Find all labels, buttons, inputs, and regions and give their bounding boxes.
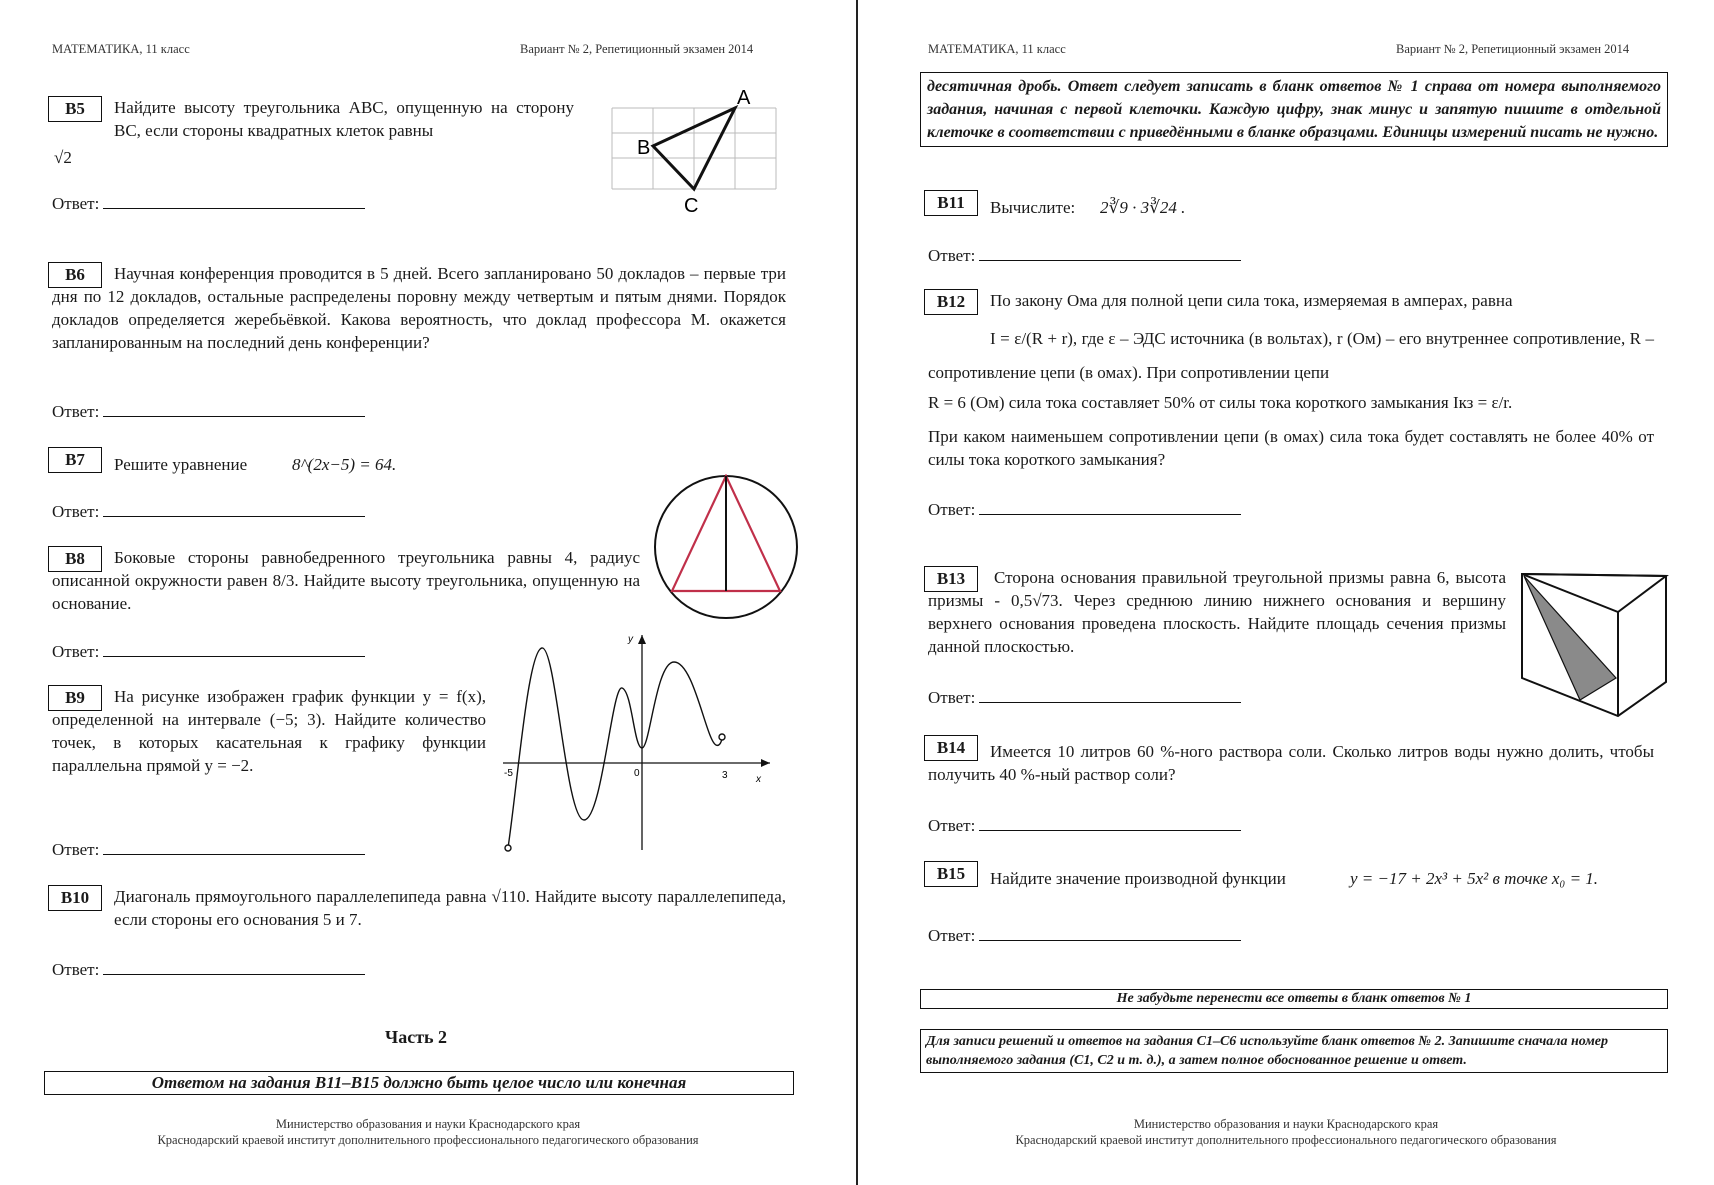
- answer-b6[interactable]: [52, 400, 365, 422]
- footer-institute: Краснодарский краевой институт дополнительного профессионального педагогического образования: [157, 1133, 699, 1147]
- task-number-b12: B12: [924, 289, 978, 315]
- task-b13-text: Сторона основания правильной треугольной призмы равна 6, высота призмы - 0,5√73. Через среднюю линию нижнего основания и вершину верхнего основания проведена плоскость. Найдите площадь сечения призмы данной плоскостью.: [928, 568, 1506, 656]
- answer-line[interactable]: [979, 498, 1241, 515]
- task-b11-text: Вычислите:: [990, 198, 1076, 217]
- answer-b7[interactable]: [52, 500, 365, 522]
- task-b8-text: Боковые стороны равнобедренного треугольника равны 4, радиус описанной окружности равен 8/3. Найдите высоту треугольника, опущенную на основание.: [52, 548, 640, 613]
- graph-x-label: x: [756, 774, 761, 785]
- answer-line[interactable]: [979, 814, 1241, 831]
- task-number-b13: B13: [924, 566, 978, 592]
- answer-label: Ответ:: [52, 402, 100, 421]
- graph-tick-0: 0: [634, 768, 640, 779]
- answer-b14[interactable]: [928, 814, 1241, 836]
- task-b12-text1: По закону Ома для полной цепи сила тока, измеряемая в амперах, равна: [990, 291, 1513, 310]
- b9-function-graph: [498, 630, 778, 855]
- task-number-b14: B14: [924, 735, 978, 761]
- answer-label: Ответ:: [928, 688, 976, 707]
- task-b12-text4: При каком наименьшем сопротивлении цепи (в омах) сила тока будет составлять не более 40% от силы тока короткого замыкания?: [928, 427, 1654, 469]
- graph-tick-neg5: -5: [504, 768, 513, 779]
- b5-label-c: C: [684, 195, 699, 215]
- task-b15-formula: y = −17 + 2x³ + 5x² в точке x₀ = 1.: [1350, 869, 1599, 888]
- final-notice: Для записи решений и ответов на задания С1–С6 используйте бланк ответов № 2. Запишите сначала номер выполняемого задания (С1, С2 и т. д.), а затем полное обоснованное решение и ответ.: [920, 1029, 1668, 1073]
- answer-b13[interactable]: [928, 686, 1241, 708]
- task-b5-text: Найдите высоту треугольника ABC, опущенную на сторону BC, если стороны квадратных клеток равны: [114, 98, 574, 140]
- task-b9-text: На рисунке изображен график функции y = f(x), определенной на интервале (−5; 3). Найдите количество точек, в которых касательная к графику функции параллельна прямой y = −2.: [52, 687, 486, 775]
- answer-line[interactable]: [103, 192, 365, 209]
- left-page: [0, 0, 856, 1185]
- footer-ministry: Министерство образования и науки Краснодарского края: [1133, 1117, 1439, 1131]
- task-number-b6: B6: [48, 262, 102, 288]
- task-b12-text2: I = ε/(R + r), где ε – ЭДС источника (в вольтах), r (Ом) – его внутреннее сопротивление, R – сопротивление цепи (в омах). При сопротивлении цепи: [928, 329, 1654, 382]
- answer-line[interactable]: [103, 838, 365, 855]
- answer-b10[interactable]: [52, 958, 365, 980]
- header-variant: Вариант № 2, Репетиционный экзамен 2014: [1396, 42, 1630, 56]
- task-b11-formula: 2∛9 · 3∛24 .: [1100, 198, 1186, 217]
- header-subject: МАТЕМАТИКА, 11 класс: [52, 42, 190, 56]
- answer-b12[interactable]: [928, 498, 1241, 520]
- answer-line[interactable]: [979, 686, 1241, 703]
- task-number-b10: B10: [48, 885, 102, 911]
- task-b5-sqrt: √2: [54, 148, 72, 167]
- task-b6-text: Научная конференция проводится в 5 дней. Всего запланировано 50 докладов – первые три дня по 12 докладов, остальные распределены поровну между четвертым и пятым днями. Порядок докладов определяется жеребьёвкой. Какова вероятность, что доклад профессора М. окажется запланированным на последний день конференции?: [52, 264, 786, 352]
- answer-b5[interactable]: [52, 192, 365, 214]
- part2-notice: Ответом на задания B11–B15 должно быть целое число или конечная: [44, 1071, 794, 1095]
- task-number-b5: B5: [48, 96, 102, 122]
- task-b15-text: Найдите значение производной функции: [990, 869, 1286, 888]
- b8-circle-triangle-figure: [652, 474, 802, 624]
- answer-b9[interactable]: [52, 838, 365, 860]
- answer-label: Ответ:: [928, 926, 976, 945]
- answer-line[interactable]: [103, 400, 365, 417]
- answer-line[interactable]: [979, 924, 1241, 941]
- task-number-b7: B7: [48, 447, 102, 473]
- task-number-b9: B9: [48, 685, 102, 711]
- answer-label: Ответ:: [928, 816, 976, 835]
- header-variant: Вариант № 2, Репетиционный экзамен 2014: [520, 42, 754, 56]
- answer-b15[interactable]: [928, 924, 1241, 946]
- answer-line[interactable]: [979, 244, 1241, 261]
- right-page: [858, 0, 1714, 1185]
- b13-prism-figure: [1520, 572, 1670, 722]
- answer-line[interactable]: [103, 958, 365, 975]
- graph-tick-3: 3: [722, 770, 728, 781]
- task-b10-text: Диагональ прямоугольного параллелепипеда равна √110. Найдите высоту параллелепипеда, если стороны его основания 5 и 7.: [114, 887, 786, 929]
- answer-line[interactable]: [103, 500, 365, 517]
- answer-label: Ответ:: [52, 840, 100, 859]
- task-b14-text: Имеется 10 литров 60 %-ного раствора соли. Сколько литров воды нужно долить, чтобы получить 40 %-ный раствор соли?: [928, 742, 1654, 784]
- task-b7-text: Решите уравнение: [114, 455, 248, 474]
- footer-ministry: Министерство образования и науки Краснодарского края: [275, 1117, 581, 1131]
- answer-line[interactable]: [103, 640, 365, 657]
- answer-label: Ответ:: [928, 500, 976, 519]
- task-number-b11: B11: [924, 190, 978, 216]
- b5-label-a: A: [737, 87, 751, 109]
- part2-heading: Часть 2: [385, 1027, 448, 1047]
- task-b12-text3: R = 6 (Ом) сила тока составляет 50% от силы тока короткого замыкания Iкз = ε/r.: [928, 393, 1513, 412]
- answer-label: Ответ:: [928, 246, 976, 265]
- footer-left: [0, 1116, 856, 1148]
- task-number-b8: B8: [48, 546, 102, 572]
- b5-grid-triangle-figure: [600, 80, 800, 215]
- answer-label: Ответ:: [52, 642, 100, 661]
- reminder-notice: Не забудьте перенести все ответы в бланк ответов № 1: [920, 989, 1668, 1009]
- answer-label: Ответ:: [52, 960, 100, 979]
- answer-label: Ответ:: [52, 502, 100, 521]
- footer-right: [858, 1116, 1714, 1148]
- header-subject: МАТЕМАТИКА, 11 класс: [928, 42, 1066, 56]
- task-b7-formula: 8^(2x−5) = 64.: [292, 455, 397, 474]
- answer-b8[interactable]: [52, 640, 365, 662]
- answer-b11[interactable]: [928, 244, 1241, 266]
- task-number-b15: B15: [924, 861, 978, 887]
- part2-notice-continued: десятичная дробь. Ответ следует записать в бланк ответов № 1 справа от номера выполняемого задания, начиная с первой клеточки. Каждую цифру, знак минус и запятую пишите в отдельной клеточке в соответствии с приведёнными в бланке образцами. Единицы измерений писать не нужно.: [920, 72, 1668, 147]
- answer-label: Ответ:: [52, 194, 100, 213]
- b5-label-b: B: [637, 137, 651, 159]
- footer-institute: Краснодарский краевой институт дополнительного профессионального педагогического образования: [1015, 1133, 1557, 1147]
- graph-y-label: y: [628, 634, 633, 645]
